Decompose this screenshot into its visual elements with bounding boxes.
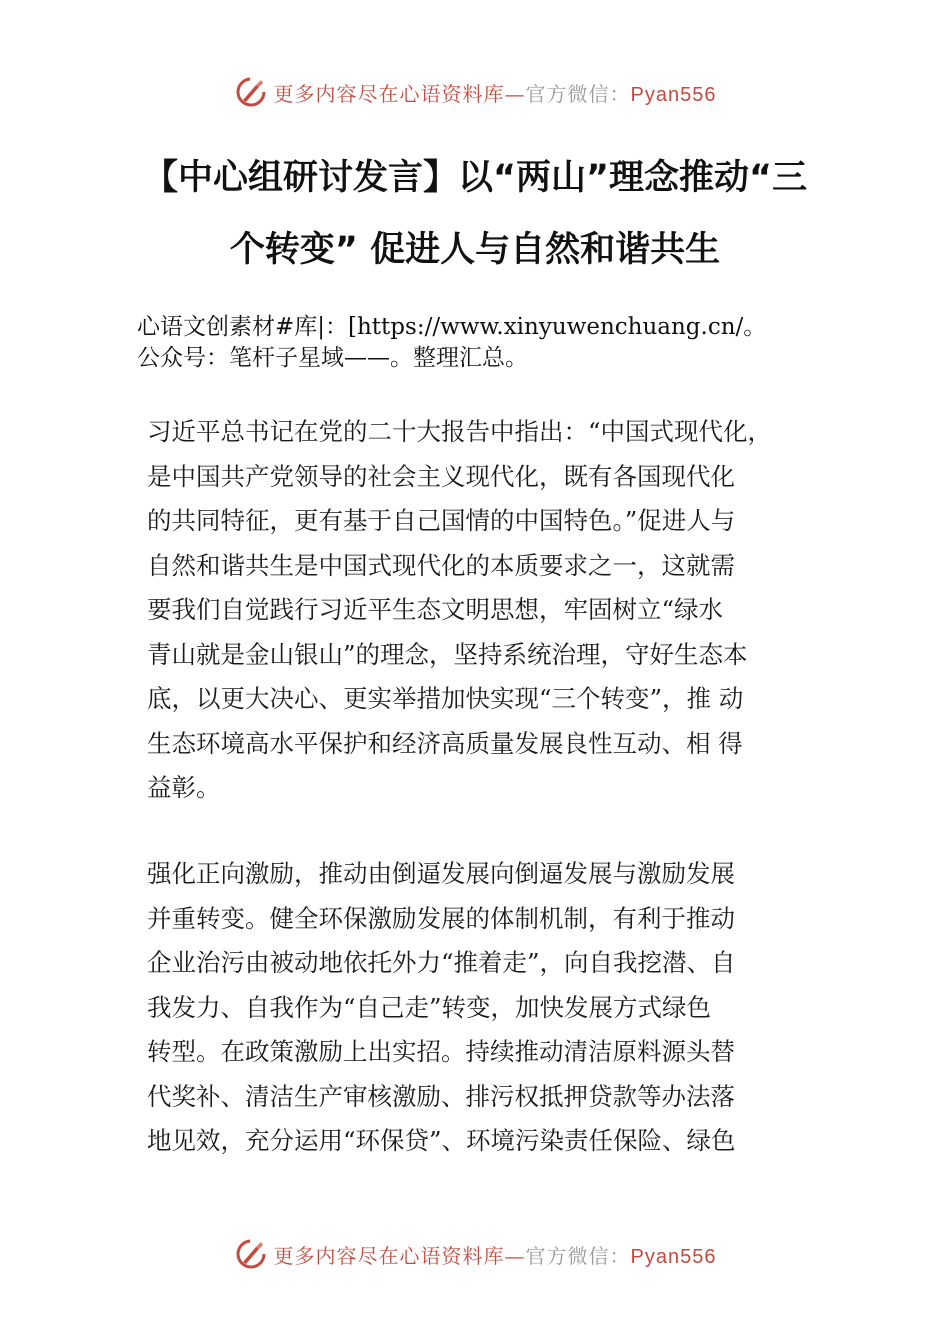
- banner-wechat-id: Pyan556: [630, 1245, 717, 1268]
- paragraph-line: 底，以更大决心、更实举措加快实现“三个转变”，推 动: [147, 684, 744, 713]
- paragraph-line: 益彰。: [147, 773, 221, 802]
- footer-banner: [0, 1234, 950, 1274]
- banner-slogan: 更多内容尽在心语资料库: [273, 1243, 505, 1268]
- paragraph-line: 生态环境高水平保护和经济高质量发展良性互动、相 得: [147, 728, 743, 758]
- paragraph-line: 要我们自觉践行习近平生态文明思想，牢固树立“绿水: [147, 595, 724, 624]
- paragraph-line: 强化正向激励，推动由倒逼发展向倒逼发展与激励发展: [147, 859, 735, 888]
- paragraph-line: 并重转变。健全环保激励发展的体制机制，有利于推动: [147, 903, 735, 933]
- paragraph-line: 是中国共产党领导的社会主义现代化，既有各国现代化: [147, 461, 735, 491]
- banner-dash: —: [504, 81, 526, 106]
- banner-text: [274, 1240, 717, 1269]
- banner-slogan: 更多内容尽在心语资料库: [273, 81, 505, 106]
- document-title-line-1: 【中心组研讨发言】以“两山”理念推动“三: [142, 158, 807, 198]
- body-paragraph-1: [147, 410, 837, 811]
- banner-wechat-id: Pyan556: [630, 83, 717, 106]
- paragraph-line: 代奖补、清洁生产审核激励、排污权抵押贷款等办法落: [147, 1081, 735, 1111]
- paragraph-line: 企业治污由被动地依托外力“推着走”，向自我挖潜、自: [147, 948, 736, 977]
- banner-wechat-label: 官方微信：: [525, 81, 631, 106]
- brush-pen-logo-icon: [234, 1237, 268, 1271]
- paragraph-line: 我发力、自我作为“自己走”转变，加快发展方式绿色: [147, 992, 712, 1022]
- paragraph-line: 习近平总书记在党的二十大报告中指出：“中国式现代化，: [147, 417, 773, 446]
- header-banner: [0, 72, 950, 112]
- paragraph-line: 的共同特征，更有基于自己国情的中国特色。”促进人与: [147, 506, 736, 535]
- banner-wechat-label: 官方微信：: [525, 1243, 631, 1268]
- paragraph-line: 自然和谐共生是中国式现代化的本质要求之一，这就需: [147, 550, 735, 580]
- banner-dash: —: [504, 1243, 526, 1268]
- body-paragraph-2: [147, 852, 837, 1164]
- paragraph-line: 转型。在政策激励上出实招。持续推动清洁原料源头替: [147, 1037, 735, 1066]
- banner-text: [274, 78, 717, 107]
- source-line-2: 公众号：笔杆子星域——。整理汇总。: [137, 345, 528, 371]
- paragraph-line: 地见效，充分运用“环保贷”、环境污染责任保险、绿色: [147, 1126, 736, 1155]
- paragraph-line: 青山就是金山银山”的理念，坚持系统治理，守好生态本: [147, 639, 748, 669]
- brush-pen-logo-icon: [234, 75, 268, 109]
- document-title-line-2: 个转变” 促进人与自然和谐共生: [229, 230, 721, 270]
- source-line-1: 心语文创素材#库|：[https://www.xinyuwenchuang.cn/。: [137, 314, 767, 340]
